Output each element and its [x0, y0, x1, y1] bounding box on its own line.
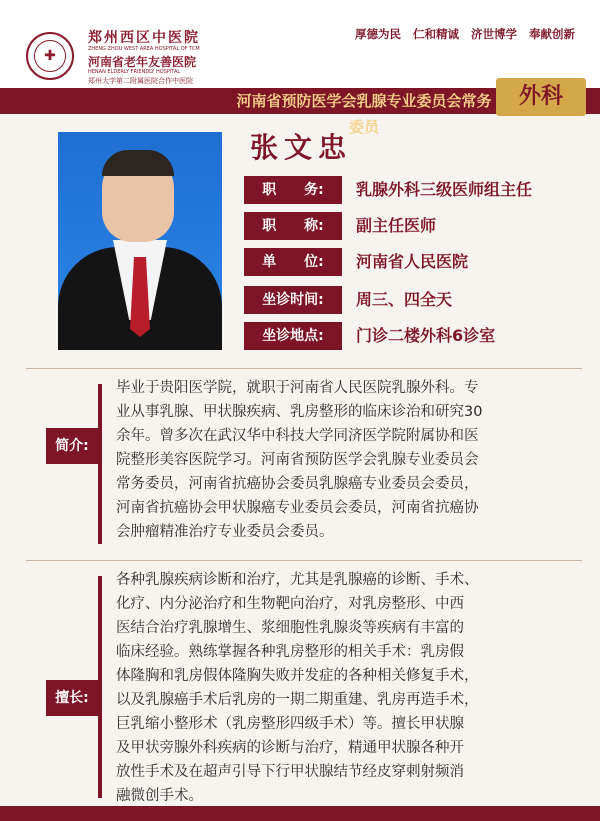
hospital-affiliation: 郑州大学第二附属医院合作中医院 — [88, 77, 193, 85]
info-value: 乳腺外科三级医师组主任 — [356, 180, 533, 199]
motto-item: 济世博学 — [471, 27, 517, 41]
expertise-line: 体隆胸和乳房假体隆胸失败并发症的各种相关修复手术， — [116, 668, 479, 684]
info-label: 坐诊地点: — [244, 322, 342, 350]
expertise-label: 擅长: — [46, 680, 98, 716]
info-value: 河南省人民医院 — [356, 252, 469, 271]
expertise-line: 以及乳腺癌手术后乳房的一期二期重建、乳房再造手术， — [116, 692, 479, 708]
intro-line: 会肿瘤精准治疗专业委员会委员。 — [116, 524, 334, 540]
department-badge: 外科 — [496, 78, 586, 116]
expertise-line: 医结合治疗乳腺增生、浆细胞性乳腺炎等疾病有丰富的 — [116, 620, 464, 636]
expertise-line: 巨乳缩小整形术（乳房整形四级手术）等。擅长甲状腺 — [116, 716, 464, 732]
intro-line: 毕业于贵阳医学院，就职于河南省人民医院乳腺外科。专 — [116, 380, 479, 396]
hospital-subtitle-en: HENAN ELDERLY FRIENDLY HOSPITAL — [88, 69, 181, 75]
expertise-text — [116, 568, 556, 808]
motto-item: 仁和精诚 — [413, 27, 459, 41]
expertise-line: 临床经验。熟练掌握各种乳房整形的相关手术：乳房假 — [116, 644, 464, 660]
doctor-name: 张文忠 — [250, 131, 353, 164]
info-label: 职 务: — [244, 176, 342, 204]
info-value: 副主任医师 — [356, 216, 437, 235]
info-value: 周三、四全天 — [356, 290, 453, 309]
expertise-line: 放性手术及在超声引导下行甲状腺结节经皮穿刺射频消 — [116, 764, 464, 780]
motto-item: 奉献创新 — [529, 27, 575, 41]
divider — [26, 368, 582, 369]
intro-line: 院整形美容医院学习。河南省预防医学会乳腺专业委员会 — [116, 452, 479, 468]
expertise-line: 及甲状旁腺外科疾病的诊断与治疗，精通甲状腺各种开 — [116, 740, 464, 756]
committee-title: 河南省预防医学会乳腺专业委员会常务委员 — [236, 92, 492, 136]
expertise-line: 化疗、内分泌治疗和生物靶向治疗，对乳房整形、中西 — [116, 596, 464, 612]
info-label: 职 称: — [244, 212, 342, 240]
info-label: 坐诊时间: — [244, 286, 342, 314]
info-row-position — [244, 176, 594, 204]
hospital-name: 郑州西区中医院 — [88, 30, 200, 46]
motto-item: 厚德为民 — [355, 27, 401, 41]
info-row-title — [244, 212, 594, 240]
intro-text — [116, 376, 556, 544]
hospital-name-en: ZHENG ZHOU WEST AREA HOSPITAL OF TCM — [88, 46, 200, 52]
hospital-logo-icon: ✚ — [26, 32, 74, 80]
expertise-bar — [98, 576, 102, 798]
hospital-subtitle: 河南省老年友善医院 — [88, 55, 197, 69]
info-row-schedule — [244, 286, 594, 314]
intro-line: 常务委员，河南省抗癌协会委员乳腺癌专业委员会委员， — [116, 476, 479, 492]
info-row-location — [244, 322, 594, 350]
doctor-photo — [58, 132, 222, 350]
expertise-line: 融微创手术。 — [116, 788, 203, 804]
expertise-line: 各种乳腺疾病诊断和治疗，尤其是乳腺癌的诊断、手术、 — [116, 572, 479, 588]
info-label: 单 位: — [244, 248, 342, 276]
info-row-unit — [244, 248, 594, 276]
intro-label: 简介: — [46, 428, 98, 464]
footer-strip — [0, 806, 600, 821]
intro-line: 河南省抗癌协会甲状腺癌专业委员会委员，河南省抗癌协 — [116, 500, 479, 516]
info-value: 门诊二楼外科6诊室 — [356, 326, 496, 345]
hospital-name-block — [88, 30, 228, 86]
hospital-motto — [355, 26, 595, 42]
intro-line: 业从事乳腺、甲状腺疾病、乳房整形的临床诊治和研究30 — [116, 404, 483, 420]
divider — [26, 560, 582, 561]
intro-line: 余年。曾多次在武汉华中科技大学同济医学院附属协和医 — [116, 428, 479, 444]
intro-bar — [98, 384, 102, 544]
